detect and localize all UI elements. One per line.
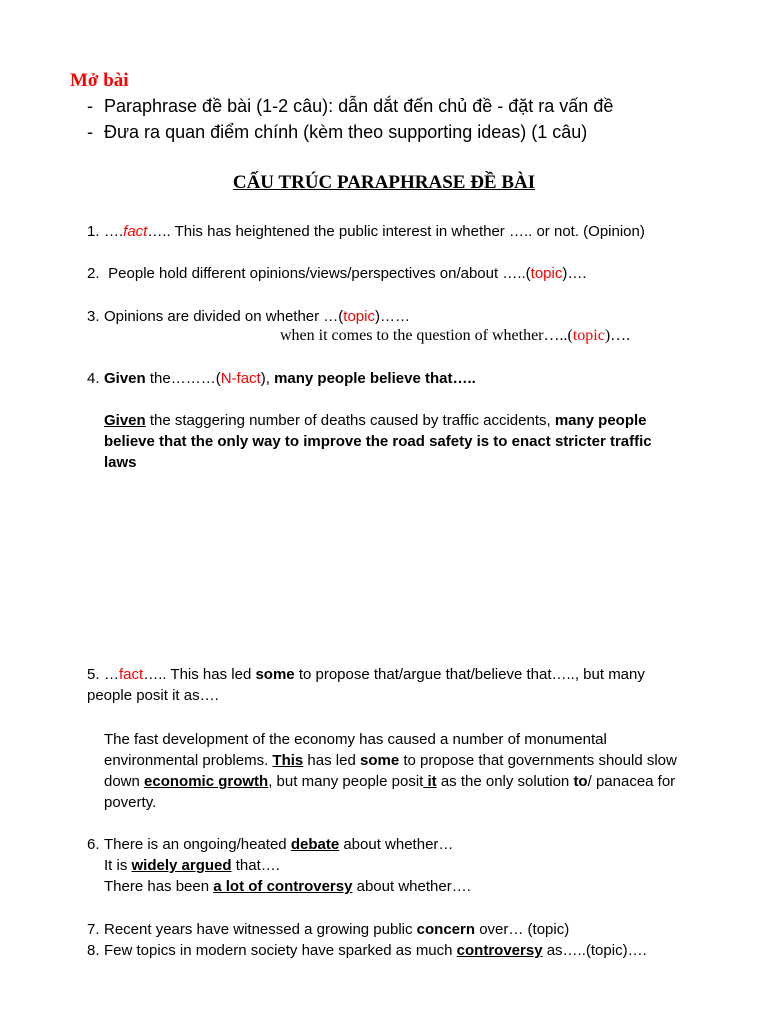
item-text: Recent years have witnessed a growing public xyxy=(104,921,417,938)
item-text: )…. xyxy=(562,265,587,282)
keyword: debate xyxy=(290,836,340,853)
nfact-placeholder: N-fact xyxy=(220,370,261,387)
item-text: People hold different opinions/views/perspectives on/about …..( xyxy=(104,265,531,282)
item-text: Opinions are divided on whether …( xyxy=(104,308,344,325)
item-text: ….. This has led xyxy=(143,666,256,683)
item-number: 8. xyxy=(87,942,100,959)
example-text: to propose that governments should slow down xyxy=(104,752,677,790)
example-text: has led xyxy=(303,752,360,769)
keyword: controversy xyxy=(456,942,543,959)
keyword: many people believe that….. xyxy=(274,370,476,387)
item-text: There has been xyxy=(104,878,214,895)
topic-placeholder: topic xyxy=(572,327,605,344)
fact-placeholder: fact xyxy=(119,666,144,683)
topic-placeholder: topic xyxy=(343,308,375,325)
item-text: the………( xyxy=(145,370,221,387)
bullet-text: Đưa ra quan điểm chính (kèm theo supporting ideas) (1 câu) xyxy=(104,122,588,142)
list-item xyxy=(87,940,647,961)
keyword: to xyxy=(573,773,588,790)
keyword: widely argued xyxy=(131,857,232,874)
bullet-text: Paraphrase đề bài (1-2 câu): dẫn dắt đến chủ đề - đặt ra vấn đề xyxy=(104,96,614,116)
topic-placeholder: topic xyxy=(530,265,563,282)
item-number: 3. xyxy=(87,308,100,325)
example-paragraph xyxy=(104,729,684,813)
bullet-marker: - xyxy=(87,96,93,116)
item-text: ….. This has heightened the public interest in whether ….. or not. (Opinion) xyxy=(147,223,645,240)
item-number: 5. xyxy=(87,666,100,683)
keyword: Given xyxy=(104,412,146,429)
item-text: ), xyxy=(260,370,275,387)
list-item xyxy=(87,306,410,327)
item-number: 6. xyxy=(87,836,100,853)
fact-placeholder: fact xyxy=(123,223,148,240)
list-item xyxy=(87,368,476,389)
item-text: over… (topic) xyxy=(475,921,570,938)
list-item xyxy=(87,834,453,855)
keyword: This xyxy=(272,752,304,769)
item-text: …. xyxy=(104,223,124,240)
item-text: There is an ongoing/heated xyxy=(104,836,291,853)
example-text: The fast development of the economy has caused a number of monumental environmental problems. xyxy=(104,731,607,769)
bullet-marker: - xyxy=(87,122,93,142)
item-number: 4. xyxy=(87,370,100,387)
list-item-continuation xyxy=(104,855,280,876)
keyword: concern xyxy=(416,921,476,938)
keyword: Given xyxy=(104,370,146,387)
item-number: 1. xyxy=(87,223,100,240)
item-text: )…… xyxy=(374,308,410,325)
item-text: )…. xyxy=(604,327,631,344)
list-item xyxy=(87,221,645,242)
keyword: it xyxy=(423,773,437,790)
keyword: a lot of controversy xyxy=(213,878,353,895)
example-text: the staggering number of deaths caused by traffic accidents, xyxy=(145,412,555,429)
keyword: some xyxy=(359,752,400,769)
item-text: Few topics in modern society have sparked as much xyxy=(104,942,457,959)
keyword: economic growth xyxy=(144,773,269,790)
item-text: to propose that/argue that/believe that….., but many people posit it as…. xyxy=(87,666,645,704)
item-text: about whether… xyxy=(339,836,454,853)
bullet-item xyxy=(87,96,613,117)
item-text: when it comes to the question of whether…..( xyxy=(280,327,573,344)
item-number: 7. xyxy=(87,921,100,938)
page-title: CẤU TRÚC PARAPHRASE ĐỀ BÀI xyxy=(232,172,536,193)
item-text: as…..(topic)…. xyxy=(542,942,647,959)
item-text: that…. xyxy=(231,857,280,874)
list-item xyxy=(87,919,569,940)
example-text: as the only solution xyxy=(436,773,574,790)
list-item xyxy=(87,664,687,706)
item-number: 2. xyxy=(87,265,100,282)
item-text: It is xyxy=(104,857,132,874)
example-text: , but many people posit xyxy=(268,773,424,790)
keyword: some xyxy=(255,666,295,683)
list-item-continuation xyxy=(104,876,471,897)
example-text: many people believe that the only way to improve the road safety is to enact stricter traffic laws xyxy=(104,412,652,471)
example-paragraph xyxy=(104,410,684,473)
item-text: about whether…. xyxy=(352,878,471,895)
bullet-item xyxy=(87,122,587,143)
section-heading: Mở bài xyxy=(70,70,129,91)
list-item xyxy=(87,263,587,284)
list-item-continuation xyxy=(280,327,630,345)
example-text: / panacea for poverty. xyxy=(104,773,676,811)
item-text: … xyxy=(104,666,119,683)
